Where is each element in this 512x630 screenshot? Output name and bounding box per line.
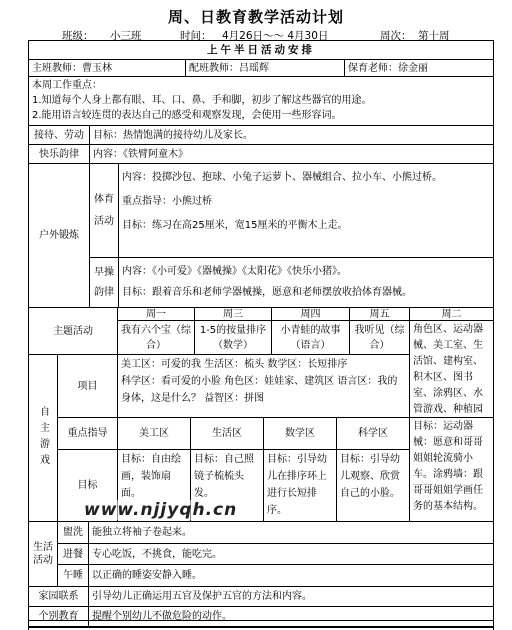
day-mon: 周一 bbox=[117, 307, 195, 321]
plan-table bbox=[28, 40, 494, 628]
rhythm-label: 快乐韵律 bbox=[28, 144, 90, 164]
week-label: 周次： bbox=[380, 30, 412, 42]
time-value: 4月26日～～ 4月30日 bbox=[222, 30, 329, 42]
right-goal: 目标：运动器械：愿意和哥哥姐姐轮流骑小车。涂鸦墙：跟哥哥姐姐学画任务的基本结构。 bbox=[409, 417, 494, 522]
outdoor-label: 户外锻炼 bbox=[28, 163, 90, 308]
zone-art: 美工区 bbox=[117, 417, 191, 450]
exercise-line: 目标：跟着音乐和老师学器械操，愿意和老师摆放收拾体育器械。 bbox=[122, 287, 412, 298]
exercise-content bbox=[118, 257, 494, 308]
weekly-focus-heading: 本周工作重点： bbox=[32, 80, 102, 91]
exercise-line: 内容：《小可爱》《器械操》《太阳花》《快乐小猪》。 bbox=[122, 266, 347, 277]
goal-science: 目标：引导幼儿观察、欣赏自己的小脸。 bbox=[336, 449, 410, 522]
week-value: 第十周 bbox=[418, 30, 450, 42]
section-header: 上午半日活动安排 bbox=[28, 40, 494, 60]
theme-wed: 1-5的按量排序（数学） bbox=[194, 320, 272, 355]
theme-fri: 我听见（综合） bbox=[349, 320, 410, 355]
life-row-content: 能独立将袖子卷起来。 bbox=[88, 521, 494, 544]
sports-line: 目标：练习在高25厘米，宽15厘米的平衡木上走。 bbox=[122, 220, 348, 231]
life-row-content: 以正确的睡姿安静入睡。 bbox=[88, 564, 494, 587]
class-value: 小三班 bbox=[110, 30, 142, 42]
theme-tue: 角色区、运动器械、美工室、生活馆、建构室、积木区、图书室、涂鸦区、水管游戏、种植园 bbox=[409, 320, 494, 418]
zone-science: 科学区 bbox=[336, 417, 410, 450]
day-fri: 周五 bbox=[349, 307, 410, 321]
project-line: 美工区：可爱的我 生活区：梳头 数学区：长短排序 bbox=[121, 359, 348, 370]
weekly-focus bbox=[28, 76, 494, 126]
zone-math: 数学区 bbox=[263, 417, 337, 450]
family-content: 引导幼儿正确运用五官及保护五官的方法和内容。 bbox=[88, 586, 494, 607]
theme-thu: 小青蛙的故事（语言） bbox=[271, 320, 350, 355]
project-content bbox=[117, 354, 410, 418]
life-row-label: 午睡 bbox=[57, 564, 89, 587]
day-wed: 周三 bbox=[194, 307, 272, 321]
theme-mon: 我有六个宝（综合） bbox=[117, 320, 195, 355]
day-thu: 周四 bbox=[271, 307, 350, 321]
focus-label: 重点指导 bbox=[57, 417, 118, 450]
life-row-content: 专心吃饭，不挑食，能吃完。 bbox=[88, 543, 494, 565]
zone-life: 生活区 bbox=[190, 417, 264, 450]
sports-label: 体育活动 bbox=[89, 163, 119, 258]
assist-teacher: 配班教师：吕瑶辉 bbox=[185, 59, 345, 77]
goal-math: 目标：引导幼儿在排序环上进行长短排序。 bbox=[263, 449, 337, 522]
reception-label: 接待、劳动 bbox=[28, 125, 90, 145]
rhythm-content: 内容：《铁臂阿童木》 bbox=[89, 144, 494, 164]
sports-line: 内容：投掷沙包、抱球、小兔子运萝卜、器械组合、拉小车、小熊过桥。 bbox=[122, 172, 442, 183]
free-play-label-text: 自主游戏 bbox=[37, 406, 49, 470]
project-line: 科学区：看可爱的小脸 角色区：娃娃家、建筑区 语言区：我的身体，这是什么？ 益智区：拼图 bbox=[121, 376, 398, 404]
care-teacher: 保育老师：徐金丽 bbox=[344, 59, 494, 77]
goal-label: 目标 bbox=[57, 449, 118, 522]
main-teacher: 主班教师：曹玉林 bbox=[28, 59, 186, 77]
day-tue: 周二 bbox=[409, 307, 494, 321]
free-play-label bbox=[28, 354, 58, 522]
goal-art: 目标：自由绘画，装饰扇面。 bbox=[117, 449, 191, 522]
analysis-row bbox=[28, 620, 494, 630]
exercise-label: 早操韵律 bbox=[89, 257, 119, 308]
life-row-label: 进餐 bbox=[57, 543, 89, 565]
page-title: 周、日教育教学活动计划 bbox=[167, 8, 344, 26]
sports-content bbox=[118, 163, 494, 258]
project-label: 项目 bbox=[57, 354, 118, 418]
individual-content: 提醒个别幼儿不做危险的动作。 bbox=[88, 606, 494, 627]
analysis-label bbox=[32, 620, 92, 623]
family-label: 家园联系 bbox=[28, 586, 89, 607]
class-label: 班级： bbox=[62, 30, 94, 42]
weekly-focus-item: 2.能用语言较连贯的表达自己的感受和观察发现，会使用一些形容词。 bbox=[32, 110, 342, 121]
sports-line: 重点指导：小熊过桥 bbox=[122, 196, 212, 207]
time-label: 时间： bbox=[180, 30, 212, 42]
goal-life: 目标：自己照镜子梳梳头发。 bbox=[190, 449, 264, 522]
theme-label: 主题活动 bbox=[28, 307, 118, 355]
life-row-label: 盥洗 bbox=[57, 521, 89, 544]
life-label: 生活活动 bbox=[28, 521, 58, 587]
watermark: www.njjyqh.cn bbox=[84, 500, 238, 520]
weekly-focus-item: 1.知道每个人身上都有眼、耳、口、鼻、手和脚，初步了解这些器官的用途。 bbox=[32, 95, 372, 106]
reception-content: 目标：热情饱满的接待幼儿及家长。 bbox=[89, 125, 494, 145]
individual-label: 个别教育 bbox=[28, 606, 89, 627]
